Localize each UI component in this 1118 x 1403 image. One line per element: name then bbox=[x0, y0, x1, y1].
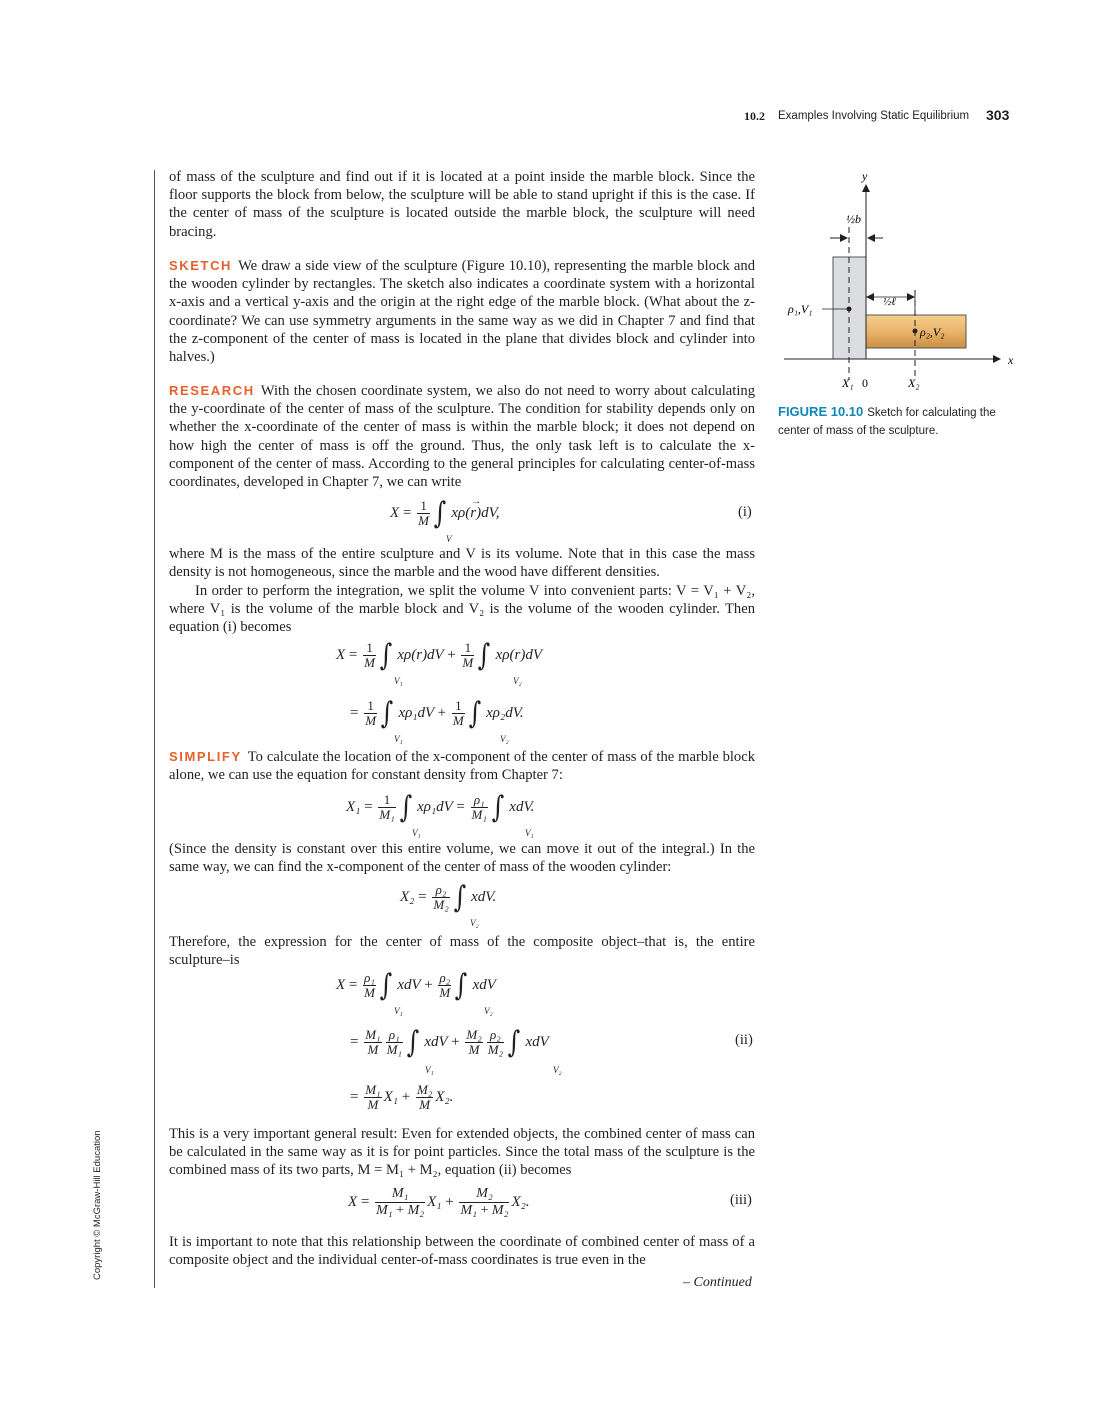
equation-x2: X₂ = $\frac{\text{ρ₂}}{\text{M₂}}$ ∫ xdV. bbox=[400, 880, 497, 915]
limit-v2: V₂ bbox=[513, 676, 522, 686]
paragraph-therefore: Therefore, the expression for the center of mass of the composite object–that is, the entire sculpture–is bbox=[169, 934, 755, 969]
paragraph-note: It is important to note that this relationship between the coordinate of combined center of mass of a composite object and the individual center-of-mass coordinates is true even in the bbox=[169, 1234, 755, 1269]
x1-label: X₁ bbox=[842, 376, 854, 390]
paragraph-simplify bbox=[169, 748, 755, 784]
y-axis-label: y bbox=[862, 169, 868, 183]
copyright-notice: Copyright © McGraw-Hill Education bbox=[92, 1130, 103, 1280]
limit-v1b: V₁ bbox=[394, 734, 403, 744]
x2-label: X₂ bbox=[908, 376, 920, 390]
limit-v: V bbox=[446, 534, 452, 544]
simplify-heading: SIMPLIFY bbox=[169, 749, 242, 764]
figure-caption-text: Sketch for calculating the center of mass of the sculpture. bbox=[778, 407, 996, 437]
equation-i: X = $\frac{1}{M}$ ∫ xρ(r → )dV, bbox=[390, 495, 500, 531]
figure-label: FIGURE 10.10 bbox=[778, 404, 864, 419]
section-title: Examples Involving Static Equilibrium bbox=[778, 110, 970, 122]
limit-v1f: V₁ bbox=[425, 1065, 434, 1075]
limit-v2e: V₂ bbox=[553, 1065, 562, 1075]
limit-v2b: V₂ bbox=[500, 734, 509, 744]
com-marble bbox=[847, 307, 852, 312]
figure-sketch bbox=[770, 165, 1030, 400]
page-number: 303 bbox=[986, 107, 1010, 123]
paragraph-sketch bbox=[169, 257, 755, 366]
x-axis-label: x bbox=[1008, 353, 1014, 367]
equation-composite-2: = $\frac{\text{M₁}}{M}$ $\frac{\text{ρ₁}}{\text{M₁}}$ ∫ xdV + $\frac{\text{M₂}}{M}$ $\frac{\text{ρ₂}}{\text{M₂}}$ ∫ xdV bbox=[350, 1025, 549, 1060]
half-b-label: ½b bbox=[846, 212, 861, 226]
equation-number-i: (i) bbox=[738, 504, 752, 520]
continued-label: – Continued bbox=[683, 1275, 752, 1290]
equation-composite-1: X = $\frac{\text{ρ₁}}{M}$ ∫ xdV + $\frac{\text{ρ₂}}{M}$ ∫ xdV bbox=[336, 968, 496, 1003]
paragraph-research bbox=[169, 382, 755, 491]
equation-x1: X₁ = $\frac{1}{\text{M₁}}$ ∫ xρ₁dV = $\frac{\text{ρ₁}}{\text{M₁}}$ ∫ xdV. bbox=[346, 790, 535, 825]
equation-split-1: X = $\frac{1}{M}$ ∫ xρ(r)dV + $\frac{1}{M}$ ∫ xρ(r)dV bbox=[336, 638, 543, 673]
equation-split-2: = $\frac{1}{M}$ ∫ xρ₁dV + $\frac{1}{M}$ ∫ xρ₂dV. bbox=[350, 696, 524, 731]
limit-v2c: V₂ bbox=[470, 918, 479, 928]
origin-label: 0 bbox=[862, 376, 868, 390]
limit-v1e: V₁ bbox=[394, 1006, 403, 1016]
rho1v1-label: ρ₁,V₁ bbox=[788, 302, 813, 316]
com-cylinder bbox=[913, 329, 918, 334]
equation-number-ii: (ii) bbox=[735, 1032, 753, 1048]
section-number: 10.2 bbox=[744, 109, 765, 123]
limit-v2d: V₂ bbox=[484, 1006, 493, 1016]
research-heading: RESEARCH bbox=[169, 383, 255, 398]
margin-rule bbox=[154, 170, 155, 1288]
rho2v2-label: ρ₂,V₂ bbox=[920, 325, 945, 339]
sketch-heading: SKETCH bbox=[169, 258, 233, 273]
research-text: With the chosen coordinate system, we also do not need to worry about calculating the y-coordinate of the center of mass of the sculpture. The condition for stability depends only on whether the x-coordinate of the center of mass is within the marble block; it does not depend on how high the center of mass is off the ground. Thus, the only task left is to calculate the x-component of the center of mass. According to the general principles for calculating center-of-mass coordinates, developed in Chapter 7, we can write bbox=[169, 383, 755, 491]
limit-v1c: V₁ bbox=[412, 828, 421, 838]
paragraph-since: (Since the density is constant over this entire volume, we can move it out of the integral.) In the same way, we can find the x-component of the center of mass of the wooden cylinder: bbox=[169, 841, 755, 876]
equation-composite-3: = $\frac{\text{M₁}}{M}$ X₁ + $\frac{\text{M₂}}{M}$ X₂. bbox=[350, 1082, 454, 1112]
paragraph-intro: of mass of the sculpture and find out if it is located at a point inside the marble block. Since the floor supports the block from below, the sculpture will be able to stand upright if this is the case. If the center of mass of the sculpture is located outside the marble block, the sculpture will need bracing. bbox=[169, 169, 755, 240]
figure-caption bbox=[778, 403, 1018, 440]
paragraph-order: In order to perform the integration, we split the volume V into convenient parts: V = V₁ + V₂, where V₁ is the volume of the marble block and V₂ is the volume of the wooden cylinder. Then equation (i) becomes bbox=[169, 583, 755, 636]
limit-v1: V₁ bbox=[394, 676, 403, 686]
paragraph-where: where M is the mass of the entire sculpture and V is its volume. Note that in this case the mass density is not homogeneous, since the marble and the wood have different densities. bbox=[169, 546, 755, 581]
equation-number-iii: (iii) bbox=[730, 1192, 752, 1208]
half-l-label: ½ℓ bbox=[883, 296, 896, 308]
paragraph-important: This is a very important general result: Even for extended objects, the combined center of mass can be calculated in the same way as it is for point particles. Since the total mass of the sculpture is the combined mass of its two parts, M = M₁ + M₂, equation (ii) becomes bbox=[169, 1126, 755, 1179]
simplify-text: To calculate the location of the x-component of the center of mass of the marble block alone, we can use the equation for constant density from Chapter 7: bbox=[169, 749, 755, 784]
limit-v1d: V₁ bbox=[525, 828, 534, 838]
equation-iii: X = $\frac{\text{M₁}}{\text{M₁ + M₂}}$ X₁ + $\frac{\text{M₂}}{\text{M₁ + M₂}}$ X₂. bbox=[348, 1186, 530, 1218]
sketch-text: We draw a side view of the sculpture (Figure 10.10), representing the marble block and the wooden cylinder by rectangles. The sketch also indicates a coordinate system with a horizontal x-axis and a vertical y-axis and the origin at the right edge of the marble block. (What about the z-coordinate? We can use symmetry arguments in the same way as we did in Chapter 7 and find that the z-component of the center of mass is located in the plane that divides block and cylinder into halves.) bbox=[169, 258, 755, 366]
